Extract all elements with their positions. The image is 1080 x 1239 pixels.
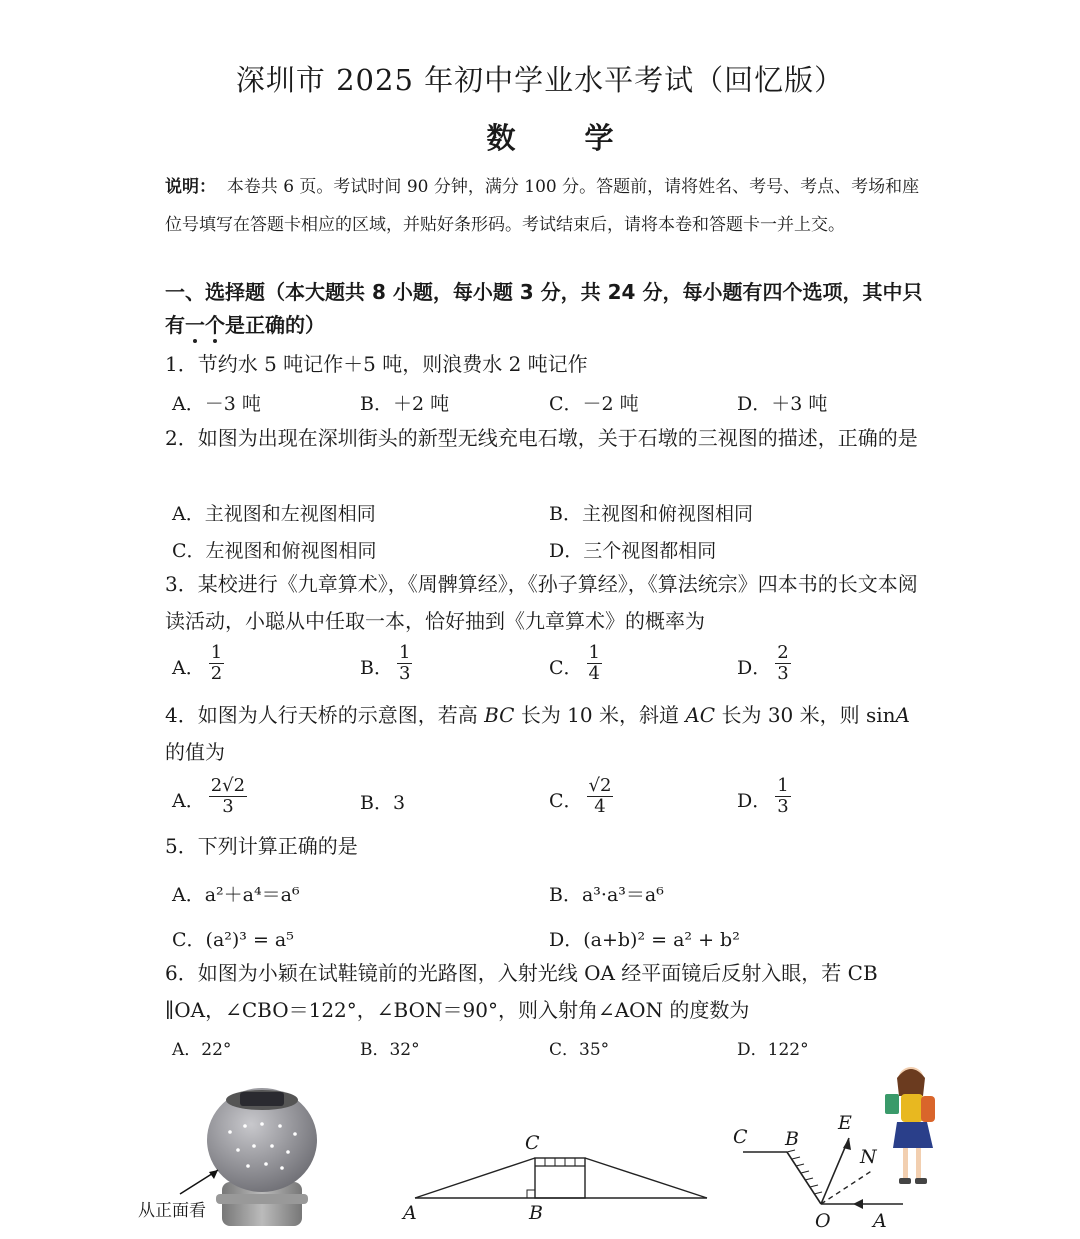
label-o: O xyxy=(815,1210,831,1232)
section-heading xyxy=(165,276,925,342)
question-3-options xyxy=(172,641,932,691)
option-c[interactable]: C．(a²)³ = a⁵ xyxy=(172,929,294,951)
option-d[interactable]: D．(a+b)² = a² + b² xyxy=(549,929,740,951)
option-a[interactable] xyxy=(172,774,247,817)
numerator: 2√2 xyxy=(210,774,246,796)
stone-pier-figure xyxy=(130,1082,330,1232)
option-a[interactable]: A．－3 吨 xyxy=(172,393,261,415)
option-c[interactable]: C．－2 吨 xyxy=(549,393,639,415)
denominator: 3 xyxy=(777,795,789,817)
option-d[interactable] xyxy=(737,774,791,817)
question-5-stem: 5．下列计算正确的是 xyxy=(165,834,358,858)
fraction xyxy=(209,776,247,817)
question-5-options-row2 xyxy=(172,925,932,959)
option-label: C． xyxy=(549,790,583,812)
option-label: B． xyxy=(360,657,393,679)
numerator: √2 xyxy=(588,774,612,796)
label-n: N xyxy=(860,1146,877,1168)
label-c: C xyxy=(525,1132,540,1154)
denominator: 4 xyxy=(594,795,606,817)
option-c[interactable] xyxy=(549,641,602,684)
page-title: 深圳市 2025 年初中学业水平考试（回忆版） xyxy=(235,63,845,97)
question-2-options-row2 xyxy=(172,536,932,570)
label-e: E xyxy=(838,1112,852,1134)
option-label: C． xyxy=(549,657,583,679)
option-d[interactable]: D．＋3 吨 xyxy=(737,393,828,415)
option-b[interactable]: B．主视图和俯视图相同 xyxy=(549,503,753,525)
label-a: A xyxy=(403,1202,417,1224)
option-b[interactable] xyxy=(360,641,412,684)
stone-caption: 从正面看 xyxy=(138,1201,206,1221)
label-c: C xyxy=(733,1126,748,1148)
question-1-options xyxy=(172,389,932,423)
option-c[interactable] xyxy=(549,774,613,817)
option-a[interactable] xyxy=(172,641,224,684)
denominator: 3 xyxy=(777,662,789,684)
label-a: A xyxy=(873,1210,887,1232)
denominator: 2 xyxy=(210,662,223,684)
option-c[interactable]: C．左视图和俯视图相同 xyxy=(172,540,377,562)
option-d[interactable] xyxy=(737,641,791,684)
fraction xyxy=(587,643,602,684)
option-b[interactable]: B．32° xyxy=(360,1040,420,1060)
numerator: 2 xyxy=(777,641,789,663)
instructions xyxy=(165,168,925,244)
fraction xyxy=(775,776,790,817)
footbridge-figure xyxy=(395,1130,715,1230)
option-d[interactable]: D．122° xyxy=(737,1040,809,1060)
question-1-stem: 1．节约水 5 吨记作＋5 吨，则浪费水 2 吨记作 xyxy=(165,352,588,376)
numerator: 1 xyxy=(210,641,223,663)
label-b: B xyxy=(529,1202,543,1224)
stem-text: 的值为 xyxy=(165,740,225,764)
fraction xyxy=(775,643,790,684)
var-bc: BC xyxy=(484,703,515,727)
subject-heading: 数 学 xyxy=(486,121,634,155)
numerator: 1 xyxy=(777,774,789,796)
question-2-stem: 2．如图为出现在深圳街头的新型无线充电石墩，关于石墩的三视图的描述，正确的是 xyxy=(165,426,918,450)
option-b[interactable]: B．＋2 吨 xyxy=(360,393,450,415)
stem-text: 4．如图为人行天桥的示意图，若高 xyxy=(165,703,485,727)
var-a: A xyxy=(895,703,910,727)
mirror-figure xyxy=(725,1060,950,1235)
option-label: D． xyxy=(737,790,772,812)
instructions-label: 说明： xyxy=(165,177,216,197)
fraction xyxy=(397,643,412,684)
section-heading-text: 一、选择题（本大题共 8 小题，每小题 3 分，共 24 分，每小题有四个选项，其中只有 xyxy=(165,280,923,337)
question-3-stem: 3．某校进行《九章算术》，《周髀算经》，《孙子算经》，《算法统宗》四本书的长文本阅读活动，小聪从中任取一本，恰好抽到《九章算术》的概率为 xyxy=(165,572,918,633)
emphasis-char: 个 xyxy=(205,313,225,337)
question-5-options-row1 xyxy=(172,880,932,914)
denominator: 4 xyxy=(588,662,600,684)
option-a[interactable]: A．主视图和左视图相同 xyxy=(172,503,376,525)
section-heading-text-end: 是正确的） xyxy=(225,313,325,337)
emphasis-char: 一 xyxy=(185,313,205,337)
option-a[interactable]: A．22° xyxy=(172,1040,232,1060)
stem-text: 长为 10 米，斜道 xyxy=(514,703,686,727)
option-a[interactable]: A．a²＋a⁴＝a⁶ xyxy=(172,884,300,906)
question-6-stem: 6．如图为小颖在试鞋镜前的光路图，入射光线 OA 经平面镜后反射入眼，若 CB ∥OA，∠CBO＝122°，∠BON＝90°，则入射角∠AON 的度数为 xyxy=(165,961,878,1022)
question-4-options xyxy=(172,774,932,824)
var-ac: AC xyxy=(685,703,716,727)
denominator: 3 xyxy=(222,795,234,817)
option-d[interactable]: D．三个视图都相同 xyxy=(549,540,717,562)
numerator: 1 xyxy=(588,641,600,663)
question-2-options-row1 xyxy=(172,499,932,533)
light-path-diagram xyxy=(725,1060,950,1235)
option-b[interactable]: B．a³·a³＝a⁶ xyxy=(549,884,664,906)
fraction xyxy=(587,776,614,817)
footbridge-diagram xyxy=(395,1130,715,1230)
fraction xyxy=(209,643,224,684)
option-b[interactable]: B．3 xyxy=(360,792,406,814)
numerator: 1 xyxy=(398,641,411,663)
option-label: A． xyxy=(172,790,205,812)
option-label: A． xyxy=(172,657,205,679)
stem-text: 长为 30 米，则 sin xyxy=(715,703,896,727)
option-label: D． xyxy=(737,657,772,679)
label-b: B xyxy=(785,1128,799,1150)
option-c[interactable]: C．35° xyxy=(549,1040,610,1060)
denominator: 3 xyxy=(398,662,411,684)
instructions-text: 本卷共 6 页。考试时间 90 分钟，满分 100 分。答题前，请将姓名、考号、考点、考场和座位号填写在答题卡相应的区域，并贴好条形码。考试结束后，请将本卷和答题卡一并上交。 xyxy=(165,177,920,235)
question-4-stem xyxy=(165,697,925,771)
